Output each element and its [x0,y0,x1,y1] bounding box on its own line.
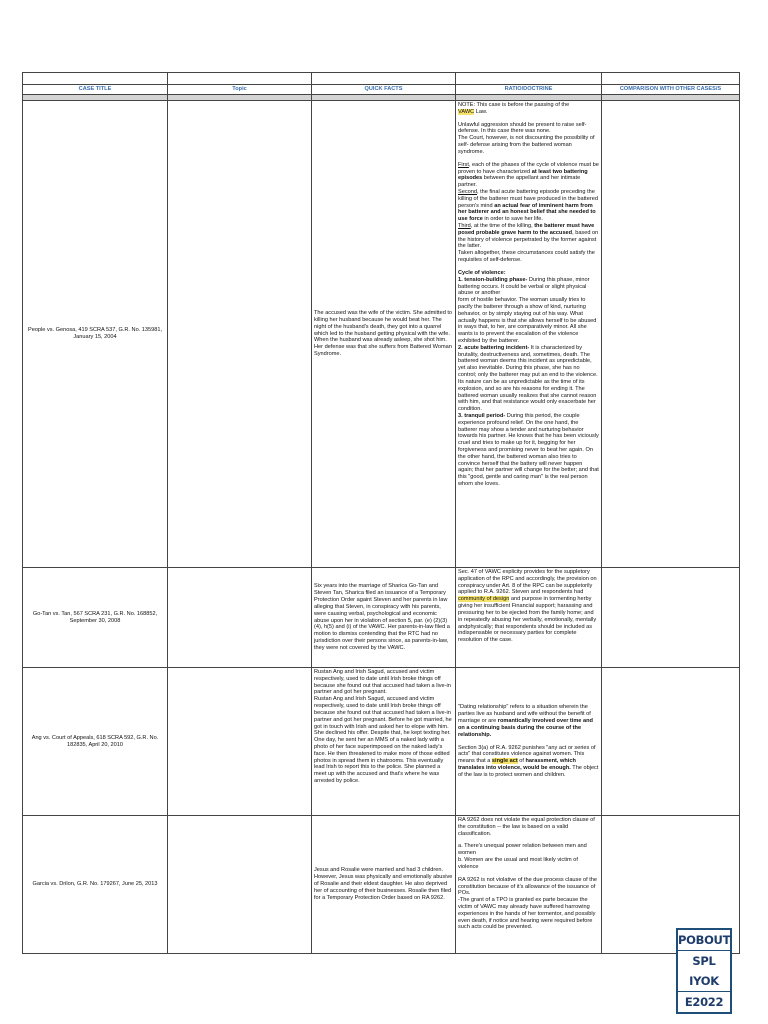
quick-facts-cell [312,816,456,954]
ratio-text: Unlawful aggression should be present to raise self-defense. In this case there was none. [458,121,587,135]
quick-facts-text: Six years into the marriage of Sharica Go-Tan and Steven Tan, Sharica filed an issuance of a Temporary Protection Order againt Steven and her parents in law alleging that Steven, in conspiracy with his parents, were causing verbal, psychological and economic abuse upon her in violation of section 5, par. (e) (2)(3)(4), h(5) and (i) of the VAWC. Her parents-in-law filed a motion to dismiss contending that the RTC had no jurisdiction over their persons since, as parents-in-law, they were not covered by the VAWC. [314,583,450,651]
header-case-title: CASE TITLE [23,85,168,95]
ratio-text: NOTE: This case is before the passing of the [458,102,570,108]
topic-cell [168,568,312,668]
ratio-cell [456,668,602,816]
ratio-text: , the final acute battering episode preceding the killing of the batterer must have produced in the battered person's mind [458,188,598,209]
watermark-stamp [676,928,732,1014]
topic-cell [168,101,312,568]
bold-text: 2. acute battering incident- [458,344,530,351]
ratio-text: -The grant of a TPO is granted ex parte because the victim of VAWC may already have suffered harrowing experiences in the hands of her tormentor, and possibly even death, if notice and hearing were required before such acts could be prevented. [458,897,596,931]
highlighted-text: VAWC [458,108,475,115]
underlined-text: Second [458,188,477,195]
header-quick-facts: QUICK FACTS [312,85,456,95]
header-comparison: COMPARISON WITH OTHER CASES/S [602,85,740,95]
ratio-text: between the appellant and her intimate partner. [458,175,581,189]
bold-text: 3. tranquil period- [458,412,506,419]
ratio-text: RA 9262 is not violative of the due process clause of the constitution because of it's allowance of the issuance of POs. [458,876,597,897]
ratio-text: Law. [474,108,488,115]
ratio-text: Section 3(a) of R.A. 9262 punishes "any act or series of acts" that constitutes violence against women. This means that a [458,744,596,765]
ratio-cell [456,101,602,568]
ratio-text: , at the time of the killing, [470,223,535,229]
ratio-text: The Court, however, is not discounting the possibility of self- defense arising from the battered woman syndrome. [458,135,595,155]
table-row [23,568,740,668]
bold-text: the batterer must have posed probable grave harm to the accused [458,223,595,236]
bold-text: Cycle of violence: [458,269,506,276]
ratio-text: , each of the phases of the cycle of violence must be proven to have characterized [458,161,599,175]
ratio-text: "Dating relationship" refers to a situation wherein the parties live as husband and wife without the benefit of marriage or are [458,704,591,725]
bold-text: an actual fear of imminent harm from her batterer and an honest belief that she needed to use force [458,202,596,223]
topic-cell [168,816,312,954]
bold-text: at least two battering episodes [458,168,588,182]
ratio-text: RA 9262 does not violate the equal protection clause of the constitution -- the law is based on a valid classification. [458,817,595,837]
quick-facts-cell [312,101,456,568]
case-title: Go-Tan vs. Tan, 567 SCRA 231, G.R. No. 168852, September 30, 2008 [32,610,158,624]
case-title: Ang vs. Court of Appeals, 618 SCRA 592, G.R. No. 182835, April 20, 2010 [31,734,159,748]
ratio-text: in order to save her life. [482,216,543,223]
quick-facts-cell [312,668,456,816]
comparison-cell [602,668,740,816]
table-row [23,101,740,568]
case-title-cell [23,668,168,816]
comparison-cell [602,101,740,568]
ratio-text: The object of the law is to protect women and children. [458,764,599,778]
blank-top-row [23,73,740,85]
bold-text: 1. tension-building phase- [458,276,528,283]
case-title: Garcia vs. Drilon, G.R. No. 179267, June 25, 2013 [32,881,158,888]
ratio-text: of [517,758,526,765]
ratio-text: It is characterized by brutality, destructiveness and, sometimes, death. The battered woman deems this incident as unpredictable, yet also inevitable. During this phase, she has no control; only the batterer may put an end to the violence. Its nature can be as unpredictable as the time of its explosion, and so are his reasons for ending it. The battered woman usually realizes that she cannot reason with him, and that resistance would only exacerbate her condition. [458,344,598,413]
case-digest-table [22,72,740,954]
header-ratio-doctrine: RATIO/DOCTRINE [456,85,602,95]
ratio-text: , based on the history of violence perpetrated by the former against the latter. [458,229,599,250]
ratio-text: During this phase, minor battering occurs. It could be verbal or slight physical abuse or another [458,276,590,297]
highlighted-text: community of design [458,596,510,603]
table-row [23,668,740,816]
ratio-text: a. There's unequal power relation between men and women [458,843,587,857]
quick-facts-text: The accused was the wife of the victim. She admitted to killing her husband because he would beat her. The night of the husband's death, they got into a quarrel which led to the husband getting physical with the wife. When the husband was already asleep, she shot him. Her defense was that she suffers from Battered Woman Syndrome. [314,310,453,358]
bold-text: harassment, which translates into violence, would be enough. [458,758,576,771]
quick-facts-cell [312,568,456,668]
table-row [23,816,740,954]
ratio-text: and purpose in tormenting herby giving her insufficient Financial support; harassing and pressuring her to be ejected from the family home; and in repeatedly abusing her verbally, emotionally, mentally andphysically; that respondents should be included as indispensable or necessary parties for complete resolution of the case. [458,596,597,644]
stamp-line: POBOUT [678,930,730,951]
quick-facts-text: Jesus and Rosalie were married and had 3 children. However, Jesus was physically and emotionally abusive of Rosalie and their eldest daughter. He also deprived her of accounting of their businesses. Rosalie then filed for a Temporary Protection Order based on RA 9262. [314,867,453,901]
highlighted-text: single act [491,758,518,765]
case-title-cell [23,568,168,668]
case-title-cell [23,101,168,568]
stamp-line: SPL IYOK [678,951,730,992]
ratio-cell [456,816,602,954]
comparison-cell [602,568,740,668]
case-title-cell [23,816,168,954]
ratio-text: During this period, the couple experience profound relief. On the one hand, the batterer may show a tender and nurturing behavior towards his partner. He knows that he has been viciously cruel and tries to make up for it, begging for her forgiveness and promising never to beat her again. On the other hand, the battered woman also tries to convince herself that the battery will never happen again; that her partner will change for the better; and that this "good, gentle and caring man" is the real person whom she loves. [458,412,599,488]
quick-facts-text: Rustan Ang and Irish Sagud, accused and victim respectively, used to date until Irish broke things off because she found out that accused had taken a live-in partner and got her pregnant. [314,669,451,696]
underlined-text: Third [458,223,471,229]
stamp-line: E2022 [684,995,724,1009]
bold-text: romantically involved over time and on a continuing basis during the course of the relationship. [458,718,593,738]
case-title: People vs. Genosa, 419 SCRA 537, G.R. No. 135981, January 15, 2004 [27,327,163,340]
ratio-text: b. Women are the usual and most likely victim of violence [458,857,578,870]
quick-facts-text: Rustan Ang and Irish Sagud, accused and victim respectively, used to date until Irish broke things off because she found out that accused had taken a live-in partner and got her pregnant. Before he got married, he got in touch with Irish and asked her to elope with him. She declined his offer. Despite that, he kept texting her. One day, he sent her an MMS of a naked lady with a photo of her face superimposed on the naked lady's face. He then threatened to make more of those edited photos in spread them in chatrooms. This eventually lead Irish to report this to the police. She planned a meet up with the accused and that's where he was arrested by police. [314,696,452,784]
topic-cell [168,668,312,816]
ratio-cell [456,568,602,668]
header-row [23,85,740,95]
ratio-text: Taken altogether, these circumstances could satisfy the requisites of self-defense. [458,250,595,264]
ratio-text: form of hostile behavior. The woman usually tries to pacify the batterer through a show of kind, nurturing behavior, or by simply staying out of his way. What actually happens is that she allows herself to be abused in ways that, to her, are comparatively minor. All she wants is to prevent the escalation of the violence exhibited by the batterer. [458,297,597,344]
ratio-text: Sec. 47 of VAWC explicity provides for the suppletory application of the RPC and accordingly, the provision on conspiracy under Art. 8 of the RPC can be suppletorily applied to R.A. 9262. Steven and respondents had [458,569,597,596]
underlined-text: First [458,161,469,168]
header-topic: Topic [168,85,312,95]
